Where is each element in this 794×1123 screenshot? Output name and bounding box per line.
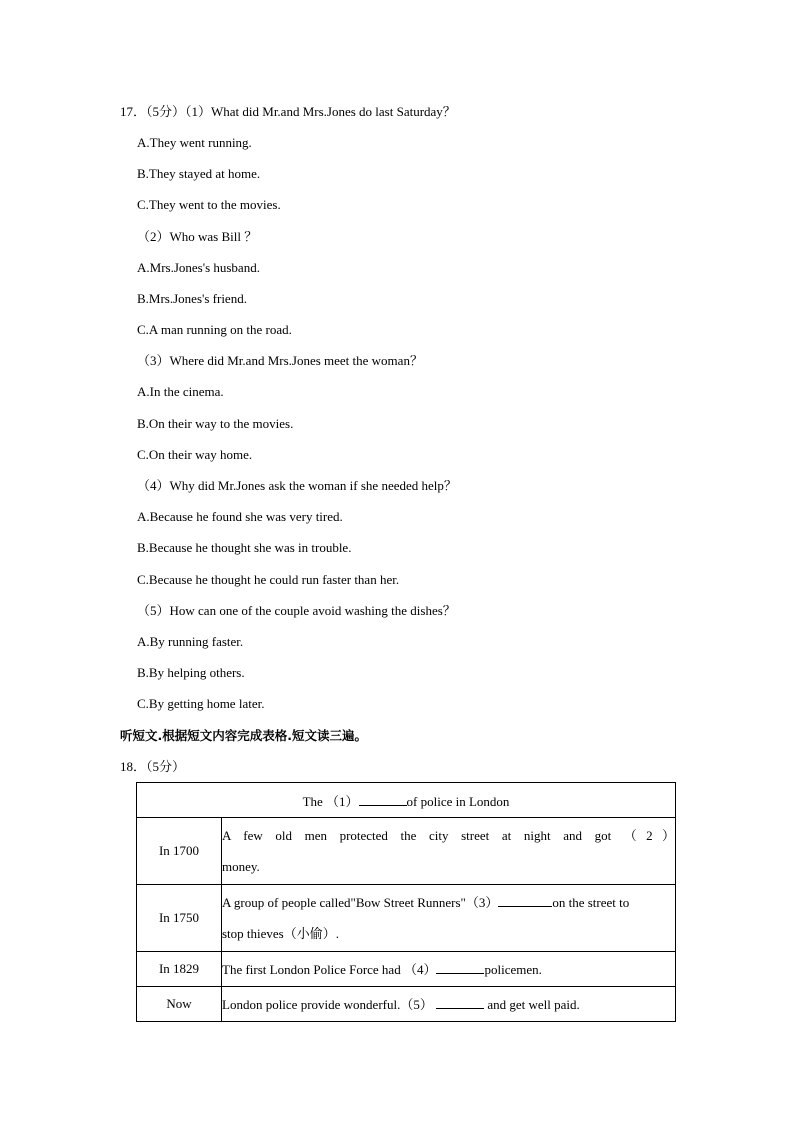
table-row [137,952,676,987]
q17-5-question: （5）How can one of the couple avoid washing the dishes？ [137,603,456,618]
q17-2-question: （2）Who was Bill ？ [137,229,258,244]
row1-line1: A few old men protected the city street at night and got （2） [222,828,675,843]
q17-2-option-b[interactable]: B.Mrs.Jones's friend. [137,291,247,306]
q17-2-option-a[interactable]: A.Mrs.Jones's husband. [137,260,260,275]
q17-3-question: （3）Where did Mr.and Mrs.Jones meet the woman？ [137,353,423,368]
row2-line2: stop thieves（小偷）. [222,926,339,941]
q17-3-option-c[interactable]: C.On their way home. [137,447,253,462]
table-row [137,818,676,885]
blank-4[interactable] [436,961,484,974]
q17-4-option-a[interactable]: A.Because he found she was very tired. [137,509,343,524]
q17-1-option-c[interactable]: C.They went to the movies. [137,197,281,212]
year-cell: In 1750 [137,885,222,952]
row2-pre-text: A group of people called"Bow Street Runners"（3） [222,895,499,910]
blank-1[interactable] [359,793,407,806]
table-row [137,885,676,952]
row2-post-text: on the street to [552,895,630,910]
q17-header: 17．（5分）（1）What did Mr.and Mrs.Jones do last Saturday？ [120,104,456,119]
q17-5-option-b[interactable]: B.By helping others. [137,665,245,680]
row4-post-text: and get well paid. [487,996,580,1012]
desc-cell [222,818,676,885]
q17-5-option-a[interactable]: A.By running faster. [137,634,244,649]
q17-4-option-c[interactable]: C.Because he thought he could run faster than her. [137,572,400,587]
table-row [137,987,676,1022]
q17-1-option-b[interactable]: B.They stayed at home. [137,166,261,181]
table-title-row [137,783,676,818]
q18-header: 18．（5分） [120,759,186,774]
row1-line2: money. [222,859,260,874]
table-title-cell [137,783,676,818]
blank-5[interactable] [436,996,484,1009]
q18-table [136,782,676,1022]
q17-3-option-a[interactable]: A.In the cinema. [137,384,224,399]
row3-post-text: policemen. [484,961,542,977]
title-pre-text: The （1） [302,793,359,809]
year-cell: In 1829 [137,952,222,987]
q17-3-option-b[interactable]: B.On their way to the movies. [137,416,294,431]
desc-cell [222,987,676,1022]
q17-4-option-b[interactable]: B.Because he thought she was in trouble. [137,540,352,555]
desc-cell [222,885,676,952]
q17-4-question: （4）Why did Mr.Jones ask the woman if she needed help？ [137,478,457,493]
year-cell: Now [137,987,222,1022]
year-cell: In 1700 [137,818,222,885]
row3-pre-text: The first London Police Force had （4） [222,961,437,977]
title-post-text: of police in London [406,793,510,809]
blank-3[interactable] [498,894,552,907]
desc-cell [222,952,676,987]
q17-5-option-c[interactable]: C.By getting home later. [137,696,265,711]
q17-2-option-c[interactable]: C.A man running on the road. [137,322,292,337]
row2-line1 [222,887,675,918]
section-instruction: 听短文.根据短文内容完成表格.短文读三遍。 [120,728,367,743]
row4-pre-text: London police provide wonderful.（5） [222,996,433,1012]
q17-1-option-a[interactable]: A.They went running. [137,135,252,150]
